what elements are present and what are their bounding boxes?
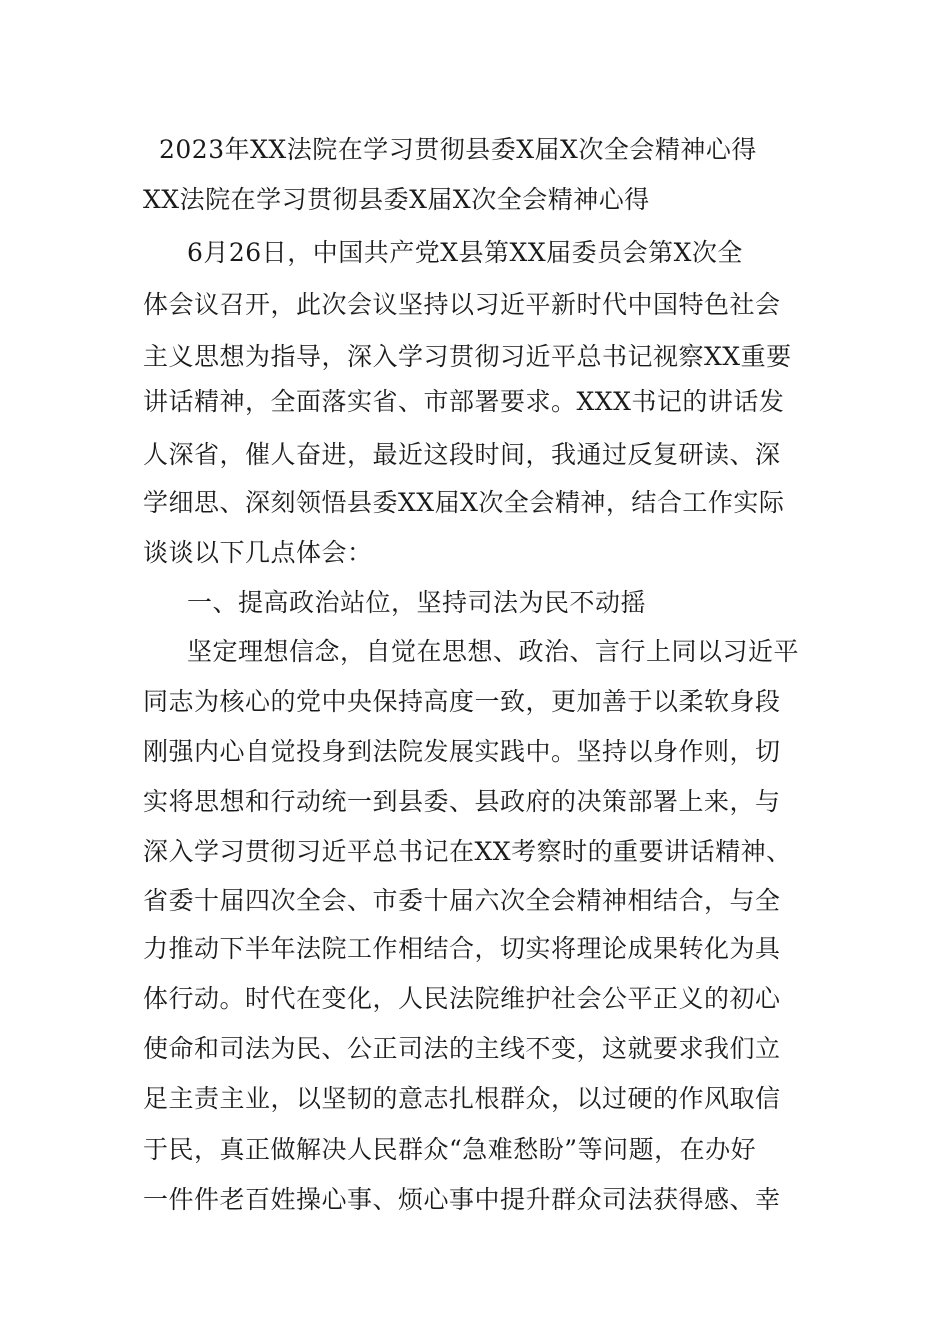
paragraph-line: 使命和司法为民、公正司法的主线不变，这就要求我们立 bbox=[143, 1034, 781, 1063]
paragraph-line: 6月26日，中国共产党X县第XX届委员会第X次全 bbox=[187, 238, 743, 267]
paragraph-line: 人深省，催人奋进，最近这段时间，我通过反复研读、深 bbox=[143, 440, 781, 469]
paragraph-line: 同志为核心的党中央保持高度一致，更加善于以柔软身段 bbox=[143, 687, 781, 716]
paragraph-line: 刚强内心自觉投身到法院发展实践中。坚持以身作则，切 bbox=[143, 737, 781, 766]
paragraph-line: 谈谈以下几点体会： bbox=[143, 538, 373, 567]
paragraph-line: 学细思、深刻领悟县委XX届X次全会精神，结合工作实际 bbox=[143, 488, 785, 517]
paragraph-line: 一件件老百姓操心事、烦心事中提升群众司法获得感、幸 bbox=[143, 1185, 781, 1214]
paragraph-line: 力推动下半年法院工作相结合，切实将理论成果转化为具 bbox=[143, 934, 781, 963]
paragraph-line: 体行动。时代在变化，人民法院维护社会公平正义的初心 bbox=[143, 984, 781, 1013]
paragraph-line: 足主责主业，以坚韧的意志扎根群众，以过硬的作风取信 bbox=[143, 1084, 781, 1113]
paragraph-line: 省委十届四次全会、市委十届六次全会精神相结合，与全 bbox=[143, 886, 781, 915]
paragraph-line: 讲话精神，全面落实省、市部署要求。XXX书记的讲话发 bbox=[143, 387, 785, 416]
document-title: 2023年XX法院在学习贯彻县委X届X次全会精神心得 bbox=[159, 135, 757, 164]
paragraph-line: 体会议召开，此次会议坚持以习近平新时代中国特色社会 bbox=[143, 290, 781, 319]
paragraph-line: 坚定理想信念，自觉在思想、政治、言行上同以习近平 bbox=[187, 637, 800, 666]
paragraph-line: 于民，真正做解决人民群众“急难愁盼”等问题，在办好 bbox=[143, 1135, 757, 1164]
paragraph-line: 深入学习贯彻习近平总书记在XX考察时的重要讲话精神、 bbox=[143, 837, 792, 866]
paragraph-line: 实将思想和行动统一到县委、县政府的决策部署上来，与 bbox=[143, 787, 781, 816]
document-subtitle: XX法院在学习贯彻县委X届X次全会精神心得 bbox=[143, 185, 650, 214]
section-heading: 一、提高政治站位，坚持司法为民不动摇 bbox=[187, 588, 647, 617]
paragraph-line: 主义思想为指导，深入学习贯彻习近平总书记视察XX重要 bbox=[143, 342, 792, 371]
